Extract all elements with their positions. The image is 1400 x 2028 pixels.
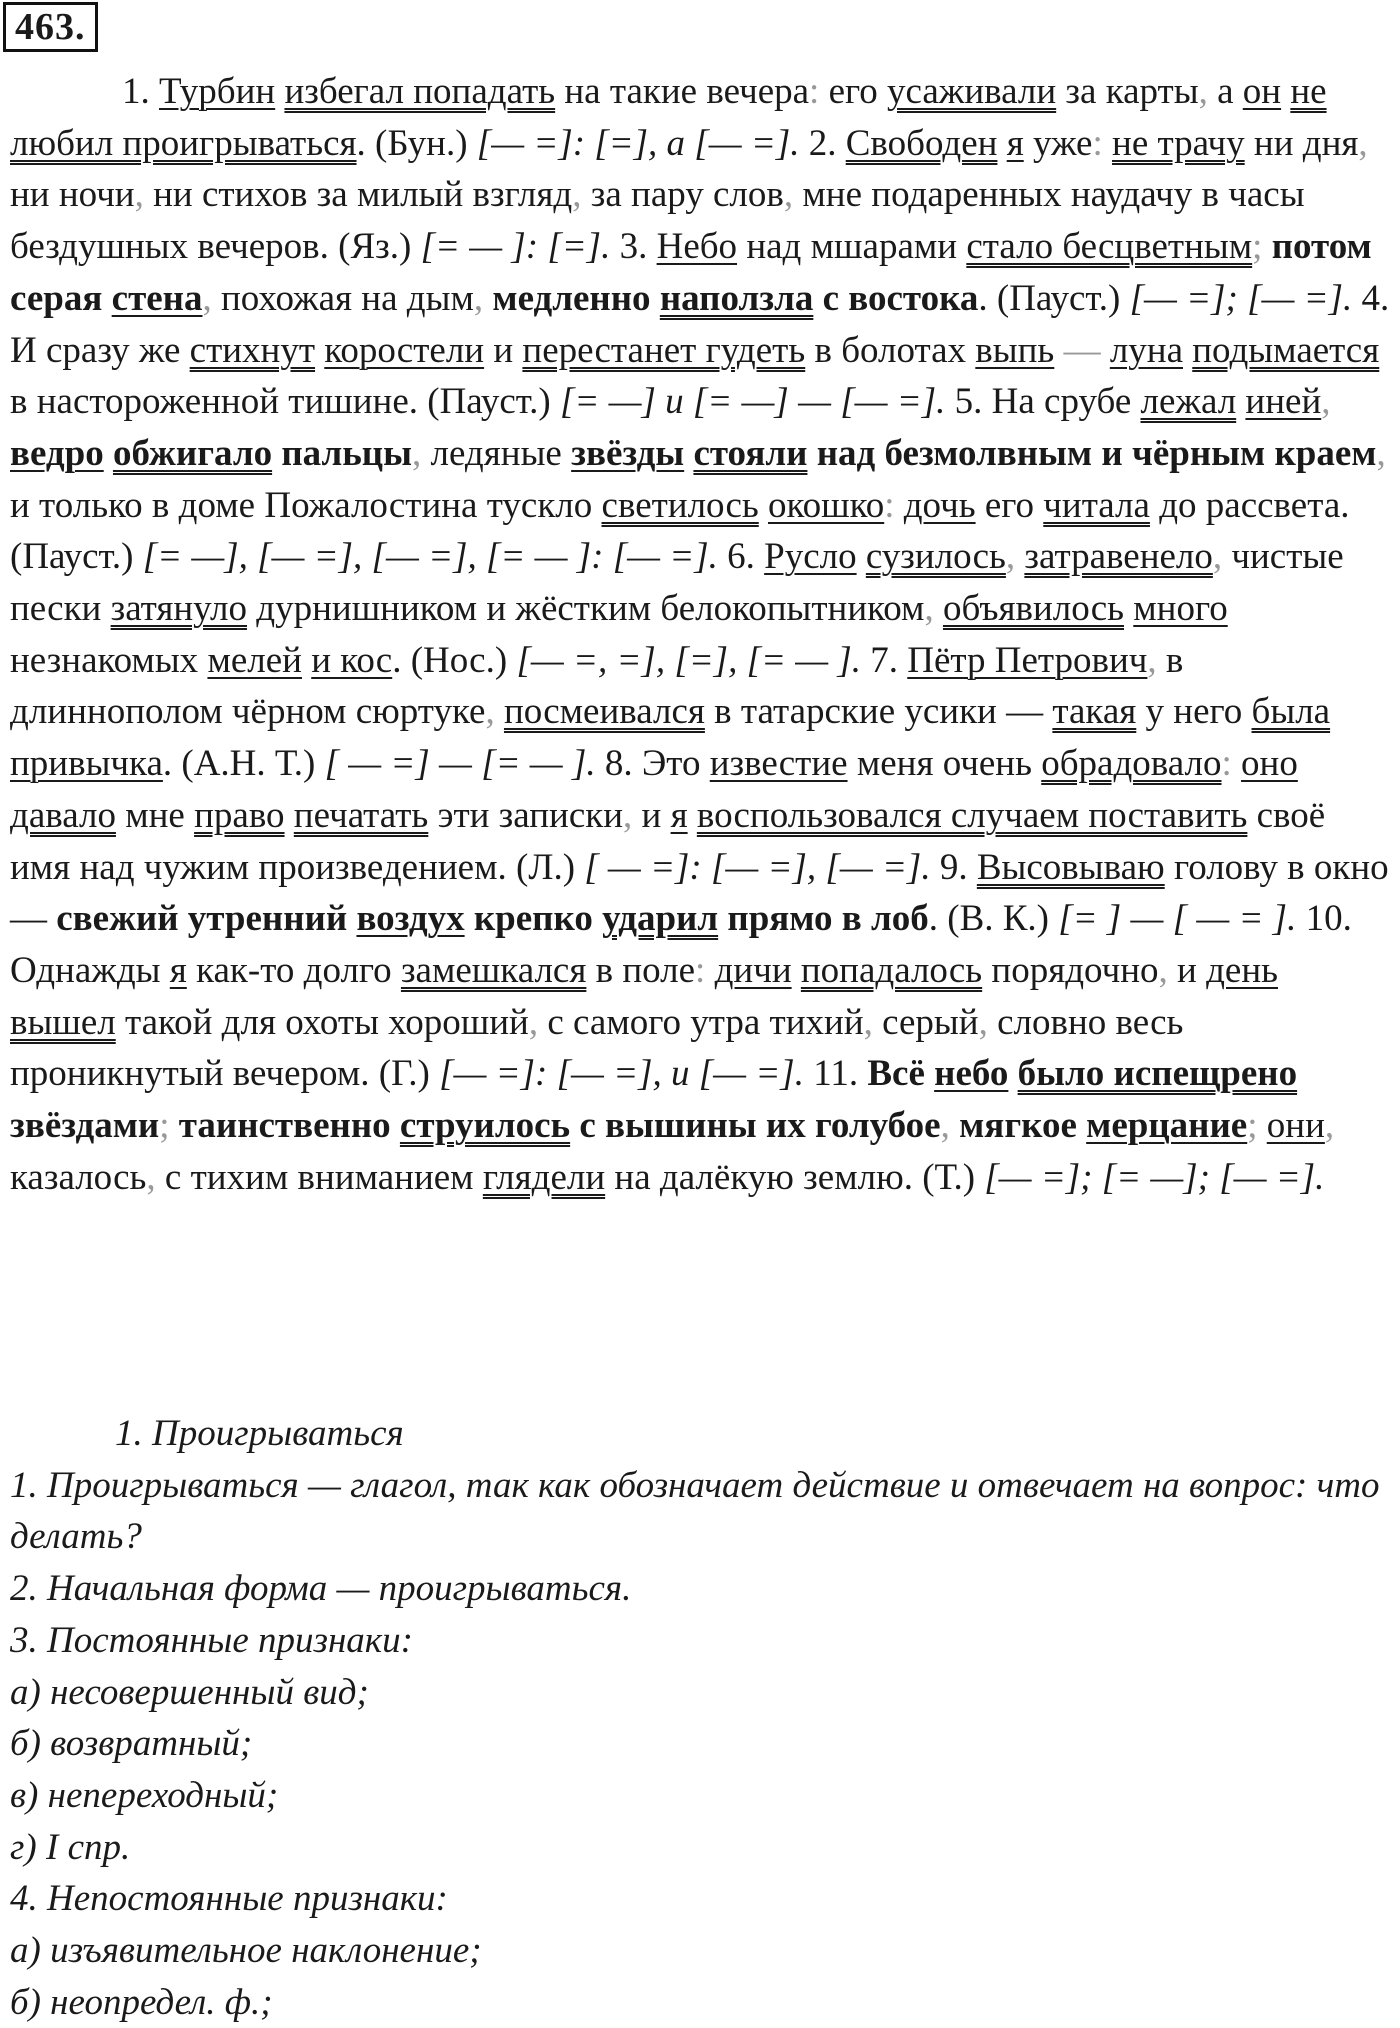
sentence-6-number: 6. [727,536,755,578]
punct-mark: , [1147,639,1157,681]
subject: дичи [714,949,792,991]
text-fragment: на такие вечера [564,71,810,112]
sentence-scheme: [— =]; [= —]; [— =]. [984,1156,1325,1198]
sentence-scheme: [— =]: [— =], и [— =]. [439,1053,804,1095]
punct-mark: , [1158,949,1168,991]
text-fragment: с тихим вниманием [164,1156,474,1198]
predicate: стало бесцветным [966,226,1253,268]
punct-mark: , [1321,381,1331,423]
text-fragment: . (Пауст.) [978,277,1121,319]
subject: иней [1245,381,1322,423]
predicate: попадалось [800,949,983,991]
analysis-line: 2. Начальная форма — проигрываться. [10,1568,632,1610]
subject: Турбин [159,71,276,112]
punct-mark: , [412,432,422,474]
subject: дочь [903,484,976,526]
predicate: струилось [399,1105,571,1147]
text-fragment: похожая на дым [221,277,474,319]
punct-mark: , [940,1105,950,1147]
punct-mark: ; [1247,1105,1258,1147]
subject: и кос [311,639,393,681]
predicate: избегал попадать [284,71,556,112]
sentence-8-number: 8. [604,743,633,785]
punct-mark: , [978,1001,988,1043]
punct-mark: , [863,1001,873,1043]
punct-mark: , [1324,1105,1335,1147]
bold-fragment: над безмолвным и чёрным краем [816,432,1377,474]
text-fragment: за пару слов [590,174,784,216]
subject: стена [111,277,203,319]
text-fragment: незнакомых [10,639,199,681]
subject: известие [709,743,848,785]
text-fragment: казалось [10,1156,147,1198]
sentence-5-number: 5. [954,381,983,423]
text-fragment: в настороженной тишине. (Пауст.) [10,381,551,423]
predicate: давало [10,794,116,836]
punct-mark: , [1376,432,1386,474]
text-fragment: На срубе [991,381,1132,423]
text-fragment: его [828,71,878,112]
analysis-line: в) непереходный; [10,1774,279,1816]
sentence-scheme: [ — =] — [= — ]. [324,743,596,785]
text-fragment: в длиннополом чёрном сюртуке [10,639,1184,733]
text-fragment: ни стихов за милый взгляд [153,174,573,216]
sentence-11-number: 11. [813,1053,859,1095]
text-fragment: а [1217,71,1234,112]
punct-mark: ; [1252,226,1263,268]
text-fragment: на далёкую землю. (Т.) [614,1156,976,1198]
bold-fragment: пальцы [281,432,413,474]
subject: небо [934,1053,1009,1095]
sentence-7-number: 7. [870,639,898,681]
text-fragment: с самого утра тихий [547,1001,864,1043]
sentence-scheme: [— =]; [— =]. [1129,277,1353,319]
analysis-line: б) неопредел. ф.; [10,1981,273,2023]
bold-fragment: с востока [822,277,979,319]
sentence-scheme: [— =, =], [=], [= — ]. [516,639,861,681]
text-fragment: И сразу же [10,329,181,371]
subject: привычка [10,743,163,785]
sentence-scheme: [= —] и [= —] — [— =]. [559,381,946,423]
predicate: обрадовало [1041,743,1222,785]
punct-mark: : [884,484,895,526]
text-fragment: мне [125,794,185,836]
punct-mark: , [473,277,484,319]
predicate: Свободен [845,122,998,164]
predicate: подымается [1192,329,1380,371]
text-fragment: меня очень [856,743,1032,785]
text-fragment: у него [1145,691,1243,733]
text-fragment: дурнишником и жёстким белокопытником [256,588,925,630]
subject: Небо [656,226,738,268]
punct-mark: , [528,1001,539,1043]
bold-fragment: таинственно [178,1105,391,1147]
text-fragment: эти записки [437,794,624,836]
sentence-3-number: 3. [619,226,648,268]
text-fragment: в татарские усики — [714,691,1044,733]
text-fragment: . (В. К.) [928,898,1049,940]
sentence-4-number: 4. [1361,277,1390,319]
predicate: глядели [482,1156,606,1198]
predicate: перестанет гудеть [522,329,806,371]
punct-mark: , [134,174,144,216]
punct-mark: : [809,71,820,112]
predicate: воспользовался случаем поставить [696,794,1248,836]
subject: он [1242,71,1282,112]
predicate: посмеивался [503,691,705,733]
text-fragment: серый [882,1001,979,1043]
predicate: была [1251,691,1331,733]
sentence-scheme: [= — ]: [=]. [420,226,611,268]
text-fragment: . (Нос.) [392,639,508,681]
analysis-heading: 1. Проигрываться [115,1413,404,1454]
predicate: лежал [1140,381,1237,423]
text-fragment: . (А.Н. Т.) [162,743,316,785]
bold-fragment: с вышины их голубое [579,1105,941,1147]
subject: Русло [764,536,857,578]
punct-mark: , [1212,536,1223,578]
text-fragment: в болотах [814,329,967,371]
predicate: затравенело [1024,536,1213,578]
analysis-line: 3. Постоянные признаки: [10,1619,413,1661]
sentence-scheme: [= —], [— =], [— =], [= — ]: [— =]. [142,536,718,578]
punct-mark: : [1221,743,1232,785]
predicate: не трачу [1112,122,1245,164]
text-fragment: Это [641,743,701,785]
predicate: право [194,794,285,836]
sentence-9-number: 9. [939,846,968,888]
predicate: читала [1043,484,1150,526]
subject: воздух [356,898,465,940]
punct-mark: : [695,949,706,991]
punct-mark: , [202,277,212,319]
sentence-scheme: [= ] — [ — = ]. [1058,898,1297,940]
predicate: объявилось [942,588,1124,630]
text-fragment: словно весь проникнутый вечером. (Г.) [10,1001,1184,1095]
punct-mark: ; [159,1105,170,1147]
subject: окошко [768,484,885,526]
predicate: было испещрено [1017,1053,1298,1095]
punct-mark: , [783,174,794,216]
text-fragment: ни ночи [10,174,135,216]
bold-fragment: медленно [492,277,651,319]
subject: мерцание [1086,1105,1248,1147]
predicate: замешкался [400,949,587,991]
text-fragment: уже [1032,122,1093,164]
punct-mark: , [623,794,633,836]
text-fragment: и только в доме Пожалостина тускло [10,484,593,526]
analysis-line: б) возвратный; [10,1723,253,1765]
text-fragment: над мшарами [746,226,958,268]
subject: мелей [207,639,302,681]
sentence-10-number: 10. [1305,898,1352,940]
punct-mark: , [1005,536,1016,578]
analysis-line: 4. Непостоянные признаки: [10,1878,448,1920]
bold-fragment: свежий утренний [56,898,348,940]
bold-fragment: мягкое [959,1105,1077,1147]
text-fragment: за карты [1065,71,1199,112]
text-fragment: и [641,794,662,836]
bold-fragment: Всё [867,1053,925,1095]
predicate: затянуло [110,588,248,630]
predicate: Высовываю [976,846,1165,888]
text-fragment: его [984,484,1035,526]
text-fragment: чистые пески [10,536,1344,630]
analysis-line: 1. Проигрываться — глагол, так как обозначает действие и отвечает на вопрос: что делать? [10,1464,1380,1558]
text-fragment: ледяные [430,432,562,474]
sentence-2-number: 2. [808,122,837,164]
predicate: не любил проигрываться [10,71,1327,164]
text-fragment: Однажды [10,949,161,991]
punct-mark: , [1198,71,1208,112]
predicate: печатать [293,794,429,836]
text-fragment: порядочно [991,949,1159,991]
subject: луна [1109,329,1183,371]
punct-mark: , [146,1156,156,1198]
punct-mark: , [924,588,934,630]
punct-mark: , [485,691,495,733]
text-fragment: такой для охоты хороший [124,1001,529,1043]
text-fragment: и [493,329,514,371]
text-fragment: мне подаренных наудачу в часы бездушных вечеров. (Яз.) [10,174,1305,268]
punct-mark: , [1358,122,1368,164]
subject: они [1266,1105,1325,1147]
exercise-text [10,66,1392,1203]
morphological-analysis [10,1408,1392,2028]
punct-mark: : [1092,122,1103,164]
analysis-line: г) I спр. [10,1826,131,1868]
subject: я [1006,122,1024,164]
predicate: светилось [601,484,759,526]
bold-fragment: потом серая [10,226,1372,319]
text-fragment: до рассвета. (Пауст.) [10,484,1350,578]
text-fragment: . (Бун.) [356,122,468,164]
analysis-line: а) изъявительное наклонение; [10,1930,482,1972]
text-fragment: и [1177,949,1197,991]
subject: выпь [975,329,1055,371]
predicate: стихнут [189,329,316,371]
subject: звёзды [571,432,685,474]
subject: день [1206,949,1279,991]
subject: много [1133,588,1228,630]
text-fragment: в поле [595,949,696,991]
text-fragment: своё имя над чужим произведением. (Л.) [10,794,1326,888]
bold-fragment: крепко [473,898,593,940]
text-fragment: голову в окно — [10,846,1389,940]
predicate: усаживали [887,71,1057,112]
predicate: стояли [693,432,808,474]
punct-mark: — [1063,329,1101,371]
sentence-scheme: [ — =]: [— =], [— =]. [584,846,931,888]
subject: ведро [10,432,104,474]
sentence-scheme: [— =]: [=], а [— =]. [476,122,800,164]
subject: я [169,949,187,991]
subject: коростели [324,329,485,371]
predicate: сузилось [865,536,1006,578]
exercise-number: 463. [3,2,98,52]
subject: оно [1241,743,1298,785]
predicate: такая [1052,691,1137,733]
bold-fragment: звёздами [10,1105,160,1147]
subject: Пётр Петрович [907,639,1148,681]
punct-mark: , [572,174,582,216]
predicate: ударил [602,898,719,940]
analysis-line: а) несовершенный вид; [10,1671,369,1713]
predicate: вышел [10,1001,116,1043]
bold-fragment: прямо в лоб [727,898,929,940]
predicate: обжигало [112,432,273,474]
text-fragment: ни дня [1253,122,1359,164]
sentence-1-number: 1. [122,71,150,112]
text-fragment: как-то долго [196,949,392,991]
subject: я [670,794,688,836]
predicate: наползла [659,277,814,319]
